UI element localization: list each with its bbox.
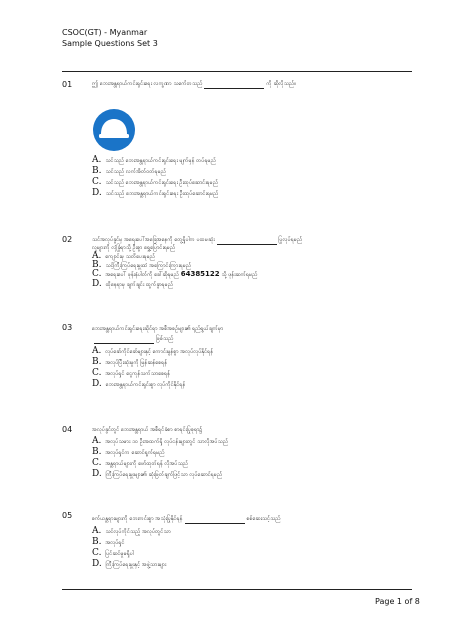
question-number-05: 05: [62, 511, 73, 520]
option-02-b[interactable]: B. သင့်ကြီးကြပ်ရေးမှူးထံ အကြောင်းကြားရမည်: [92, 260, 192, 270]
option-04-c[interactable]: C. အန္တရာယ်များကို ဖော်ထုတ်ရန် လိုအပ်သည်: [92, 458, 189, 468]
option-01-a[interactable]: A. သင်သည် ဘေးအန္တရာယ်ကင်းရှင်းရေး မျက်မှန် တပ်ရမည်: [92, 155, 216, 165]
question-number-01: 01: [62, 80, 73, 89]
exam-title: CSOC(GT) - Myanmar: [62, 28, 148, 37]
answer-blank: [185, 523, 245, 524]
option-03-b[interactable]: B. အလုပ်ပြီးဆုံးမှုကို မြန်ဆန်စေရန်: [92, 357, 168, 367]
option-01-b[interactable]: B. သင်သည် လက်အိတ်ဝတ်ရမည်: [92, 166, 167, 176]
answer-blank: [204, 88, 264, 89]
question-stem-02-line2: လူများကို လုံခြုံရာသို့ ဦးစွာ ရွှေ့ပြောင်းရမည်: [92, 245, 176, 251]
option-03-a[interactable]: A. လုပ်ခော်ကိုင်ခော်များနှင့် ကောင်းမွန်စွာ အလုပ်လုပ်နိုင်ရန်: [92, 346, 214, 356]
option-03-d[interactable]: D. ဘေးအန္တရာယ်ကင်းရှင်းစွာ လုပ်ကိုင်နိုင်ရန်: [92, 379, 186, 389]
question-stem-05: စက်ယန္တရားများကို ဘေးကင်းစွာ အသုံးပြုနိုင်ရန် စစ်ဆေးသင့်သည်: [92, 516, 281, 522]
hard-hat-sign-icon: [92, 108, 136, 152]
document-header: [62, 27, 158, 49]
option-05-b[interactable]: B. အလုပ်ရှင်: [92, 537, 125, 547]
question-stem-03: ဘေးအန္တရာယ်ကင်းရှင်းရေးဆိုင်ရာ အစီအစဉ်များ၏ ရည်ရွယ်ချက်မှာ: [92, 326, 224, 332]
option-05-d[interactable]: D. ကြီးကြပ်ရေးမှူးနှင့် အဖွဲ့သားများ: [92, 559, 167, 569]
footer-divider: [62, 589, 412, 590]
answer-blank: [94, 343, 154, 344]
question-stem-03-line2: ဖြစ်သည်: [92, 335, 422, 344]
question-number-02: 02: [62, 235, 73, 244]
question-stem-01: ဤ ဘေးအန္တရာယ်ကင်းရှင်းရေး လက္ခဏာ သင်္ကေတသည် ကို ဆိုလိုသည်။: [92, 81, 296, 87]
header-divider: [62, 71, 412, 72]
option-04-a[interactable]: A. အလုပ်သမား ၁၀ ဦးအထက်ရှိ လုပ်ငန်းများတွင် သာလိုအပ်သည်: [92, 436, 229, 446]
option-03-c[interactable]: C. အလုပ်ရှင် ငွေကုန်သက်သာစေရန်: [92, 368, 171, 378]
page-indicator: Page 1 of 8: [375, 597, 420, 606]
question-number-03: 03: [62, 323, 73, 332]
question-number-04: 04: [62, 425, 73, 434]
option-04-d[interactable]: D. ကြီးကြပ်ရေးမှူးများ၏ ဆုံးဖြတ်ချက်ဖြင့်သာ လုပ်ဆောင်ရမည်: [92, 469, 223, 479]
option-01-d[interactable]: D. သင်သည် ဘေးအန္တရာယ်ကင်းရှင်းရေး ဦးထုပ်ဆောင်းရမည်: [92, 188, 219, 198]
option-02-d[interactable]: D. ထိုနေရာမှ ချက်ချင်း ထွက်ခွာရမည်: [92, 279, 174, 289]
option-05-c[interactable]: C. ပြင်ဆင်မှုမရှိပါ: [92, 548, 134, 558]
option-02-a[interactable]: A. ကျောင်းမှ သတိပေးရမည်: [92, 251, 156, 261]
option-04-b[interactable]: B. အလုပ်ရှင်က ဆောင်ရွက်ရမည်: [92, 447, 165, 457]
option-02-c[interactable]: C. အရေးပေါ် ဖုန်းနံပါတ်ကို ခေါ်ဆိုရမည် 64385122 သို့ ဖုန်းဆက်ရမည်: [92, 269, 258, 279]
option-05-a[interactable]: A. သင်လုပ်ကိုင်သည့် အလုပ်တွင်သာ: [92, 526, 171, 536]
phone-number: 64385122: [180, 270, 220, 278]
option-01-c[interactable]: C. သင်သည် ဘေးအန္တရာယ်ကင်းရှင်းရေး ဦးထုပ်ဆောင်းရမည်: [92, 177, 219, 187]
question-stem-02: သင်အလုပ်ခွင်မှ အရေးပေါ်အခြေအနေကို တွေ့ရှိပါက ပထမဆုံး ပြုလုပ်ရမည်: [92, 237, 303, 243]
question-stem-04: အလုပ်ခွင်တွင် ဘေးအန္တရာယ် အစီရင်ခံစာ စာရင်းပြုစုရာ၌: [92, 427, 203, 433]
exam-subtitle: Sample Questions Set 3: [62, 39, 158, 48]
